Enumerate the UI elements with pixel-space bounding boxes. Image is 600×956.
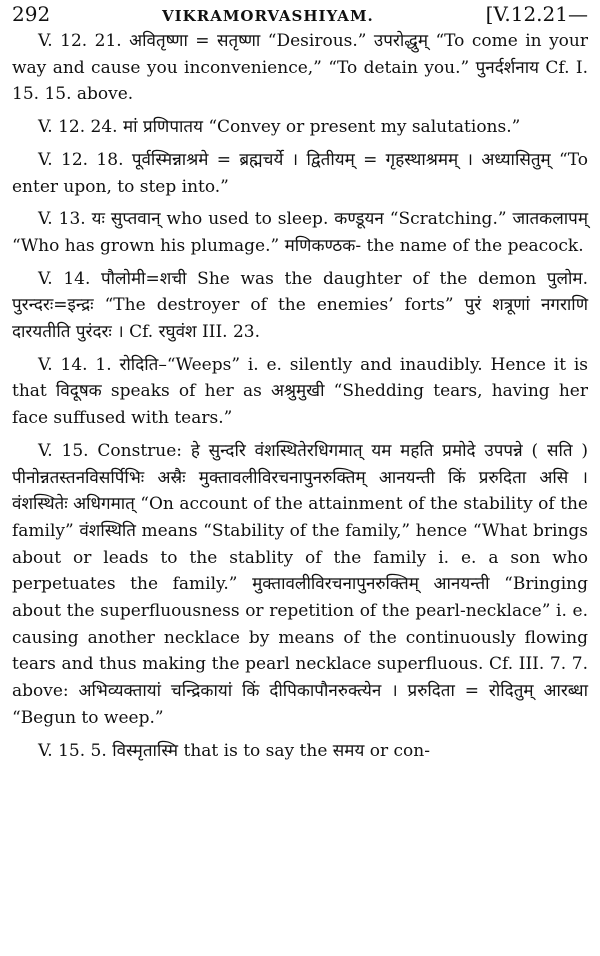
note-text: पूर्वस्मिन्नाश्रमे = ब्रह्मचर्ये । द्वितीयम् = गृहस्थाश्रमम् । अध्यासितुम् “To enter upon, to step into.” [12, 149, 589, 197]
note-text: रोदिति–“Weeps” i. e. silently and inaudibly. Hence it is that विदूषक speaks of her as अश्रुमुखी “Shedding tears, having her face suffused with tears.” [12, 354, 589, 429]
note-paragraph [12, 147, 588, 200]
note-paragraph [12, 28, 588, 108]
note-paragraph [12, 352, 588, 432]
note-text: मां प्रणिपातय “Convey or present my salutations.” [123, 117, 521, 138]
note-paragraph [12, 114, 588, 141]
note-text: यः सुप्तवान् who used to sleep. कण्डूयन “Scratching.” जातकलापम् “Who has grown his plumage.” मणिकण्ठक- the name of the peacock. [12, 209, 588, 256]
note-reference: V. 12. 21. [38, 31, 122, 51]
note-paragraph [12, 206, 588, 259]
page-number: 292 [12, 2, 51, 26]
note-reference: V. 12. 18. [38, 149, 124, 170]
note-reference: V. 14. [38, 268, 91, 289]
notes-body [12, 28, 588, 764]
note-reference: V. 15. 5. [38, 740, 107, 761]
section-reference: [V.12.21— [485, 2, 588, 26]
note-text: अवितृष्णा = सतृष्णा “Desirous.” उपरोद्धुम् “To come in your way and cause you inconvenience,” “To detain you.” पुनर्दर्शनाय Cf. I. 15. 15. above. [12, 31, 588, 105]
note-reference: V. 15. [38, 440, 89, 461]
note-text: Construe: हे सुन्दरि वंशस्थितेरधिगमात् यम महति प्रमोदे उपपन्ने ( सति ) पीनोन्नतस्तनविसर्पिभिः अस्रैः मुक्तावलीविरचनापुनरुक्तिम् आनयन्ती किं प्ररुदिता असि । वंशस्थितेः अधिगमात् “On account of the attainment of the stability of the family” वंशस्थिति means “Stability of the family,” hence “What brings about or leads to the stablity of the family i. e. a son who perpetuates the family.” मुक्तावलीविरचनापुनरुक्तिम् आनयन्ती “Bringing about the superfluousness or repetition of the pearl-necklace” i. e. causing another necklace by means of the continuously flowing tears and thus making the pearl necklace superfluous. Cf. III. 7. 7. above: अभिव्यक्तायां चन्द्रिकायां किं दीपिकापौनरुक्त्येन । प्ररुदिता = रोदितुम् आरब्धा “Begun to weep.” [12, 440, 589, 728]
note-paragraph [12, 266, 588, 346]
note-reference: V. 13. [38, 209, 86, 230]
running-title: VIKRAMORVASHIYAM. [162, 7, 374, 25]
page-header [12, 2, 588, 28]
note-text: पौलोमी=शची She was the daughter of the demon पुलोम. पुरन्दरः=इन्द्रः “The destroyer of the enemies’ forts” पुरं शत्रूणां नगराणि दारयतीति पुरंदरः । Cf. रघुवंश III. 23. [12, 268, 589, 343]
note-reference: V. 12. 24. [38, 117, 118, 138]
note-paragraph [12, 738, 588, 765]
note-reference: V. 14. 1. [38, 354, 112, 375]
note-text: विस्मृतास्मि that is to say the समय or con- [112, 740, 430, 761]
note-paragraph [12, 438, 588, 732]
